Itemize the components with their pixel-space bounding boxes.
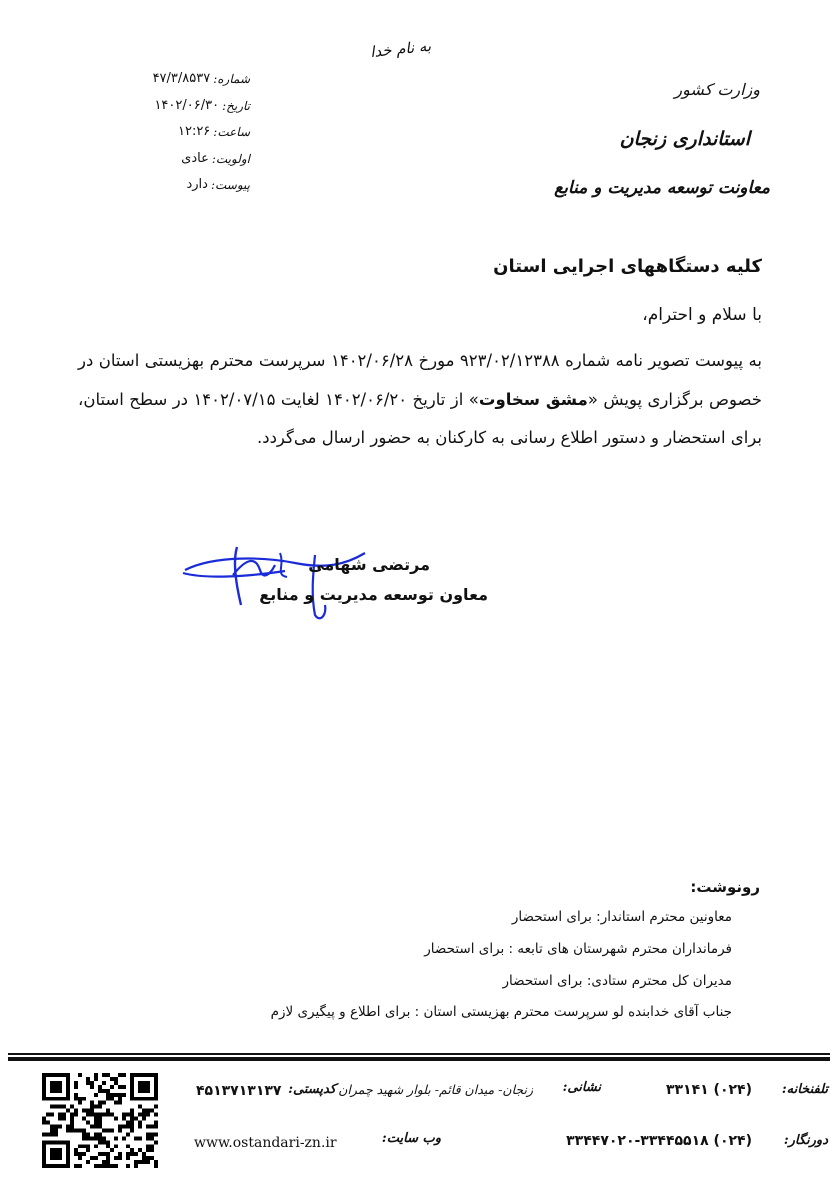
letter-body: به پیوست تصویر نامه شماره ۹۲۳/۰۲/۱۲۳۸۸ مورخ ۱۴۰۲/۰۶/۲۸ سرپرست محترم بهزیستی استان در خصوص برگزاری پویش «مشق سخاوت» از تاریخ ۱۴۰۲/۰۶/۲۰ لغایت ۱۴۰۲/۰۷/۱۵ در سطح استان، برای استحضار و دستور اطلاع رسانی به کارکنان به حضور ارسال می‌گردد. [78,351,762,447]
meta-date: تاریخ: ۱۴۰۲/۰۶/۳۰ [154,97,250,113]
meta-attachment: پیوست: دارد [186,177,250,192]
meta-priority: اولویت: عادی [181,150,250,166]
cc-item: مدیران کل محترم ستادی: برای استحضار [502,973,732,989]
campaign-name: مشق سخاوت [478,389,588,409]
footer-divider [8,1057,830,1061]
footer-divider [8,1053,830,1055]
website-link[interactable]: www.ostandari-zn.ir [194,1135,337,1151]
postal-code-value: ۴۵۱۳۷۱۳۱۳۷ [196,1083,282,1099]
address-label: نشانی: [562,1080,601,1095]
letter-meta [110,66,250,199]
deputy-name: معاونت توسعه مدیریت و منابع [554,178,770,198]
phone-value: (۰۲۴) ۳۳۱۴۱ [665,1082,752,1098]
basmala: به نام خدا [369,36,432,62]
cc-title: رونوشت: [690,878,760,896]
qr-code-icon [42,1073,158,1168]
meta-number: شماره: ۴۷/۳/۸۵۳۷ [152,71,250,86]
phone-label: تلفنخانه: [781,1082,828,1097]
addressee: کلیه دستگاههای اجرایی استان [493,256,762,277]
fax-value: (۰۲۴) ۳۳۴۴۷۰۲۰-۳۳۴۴۵۵۱۸ [566,1133,752,1149]
cc-item: جناب آقای خدابنده لو سرپرست محترم بهزیستی استان : برای اطلاع و پیگیری لازم [270,1004,732,1020]
address-value: زنجان- میدان قائم- بلوار شهید چمران [338,1082,533,1097]
governorate-name: استانداری زنجان [619,128,750,150]
cc-item: فرمانداران محترم شهرستان های تابعه : برای استحضار [424,941,732,957]
signer-title: معاون توسعه مدیریت و منابع [259,585,488,604]
cc-item: معاونین محترم استاندار: برای استحضار [511,909,732,925]
signer-name: مرتضی شهامی [308,555,430,574]
greeting: با سلام و احترام، [642,305,762,325]
postal-code-label: کدپستی: [288,1082,336,1097]
handwritten-signature [175,535,405,630]
meta-time: ساعت: ۱۲:۲۶ [177,124,250,139]
ministry-name: وزارت کشور [674,80,760,99]
fax-label: دورنگار: [783,1133,828,1148]
website-label: وب سایت: [381,1131,441,1146]
